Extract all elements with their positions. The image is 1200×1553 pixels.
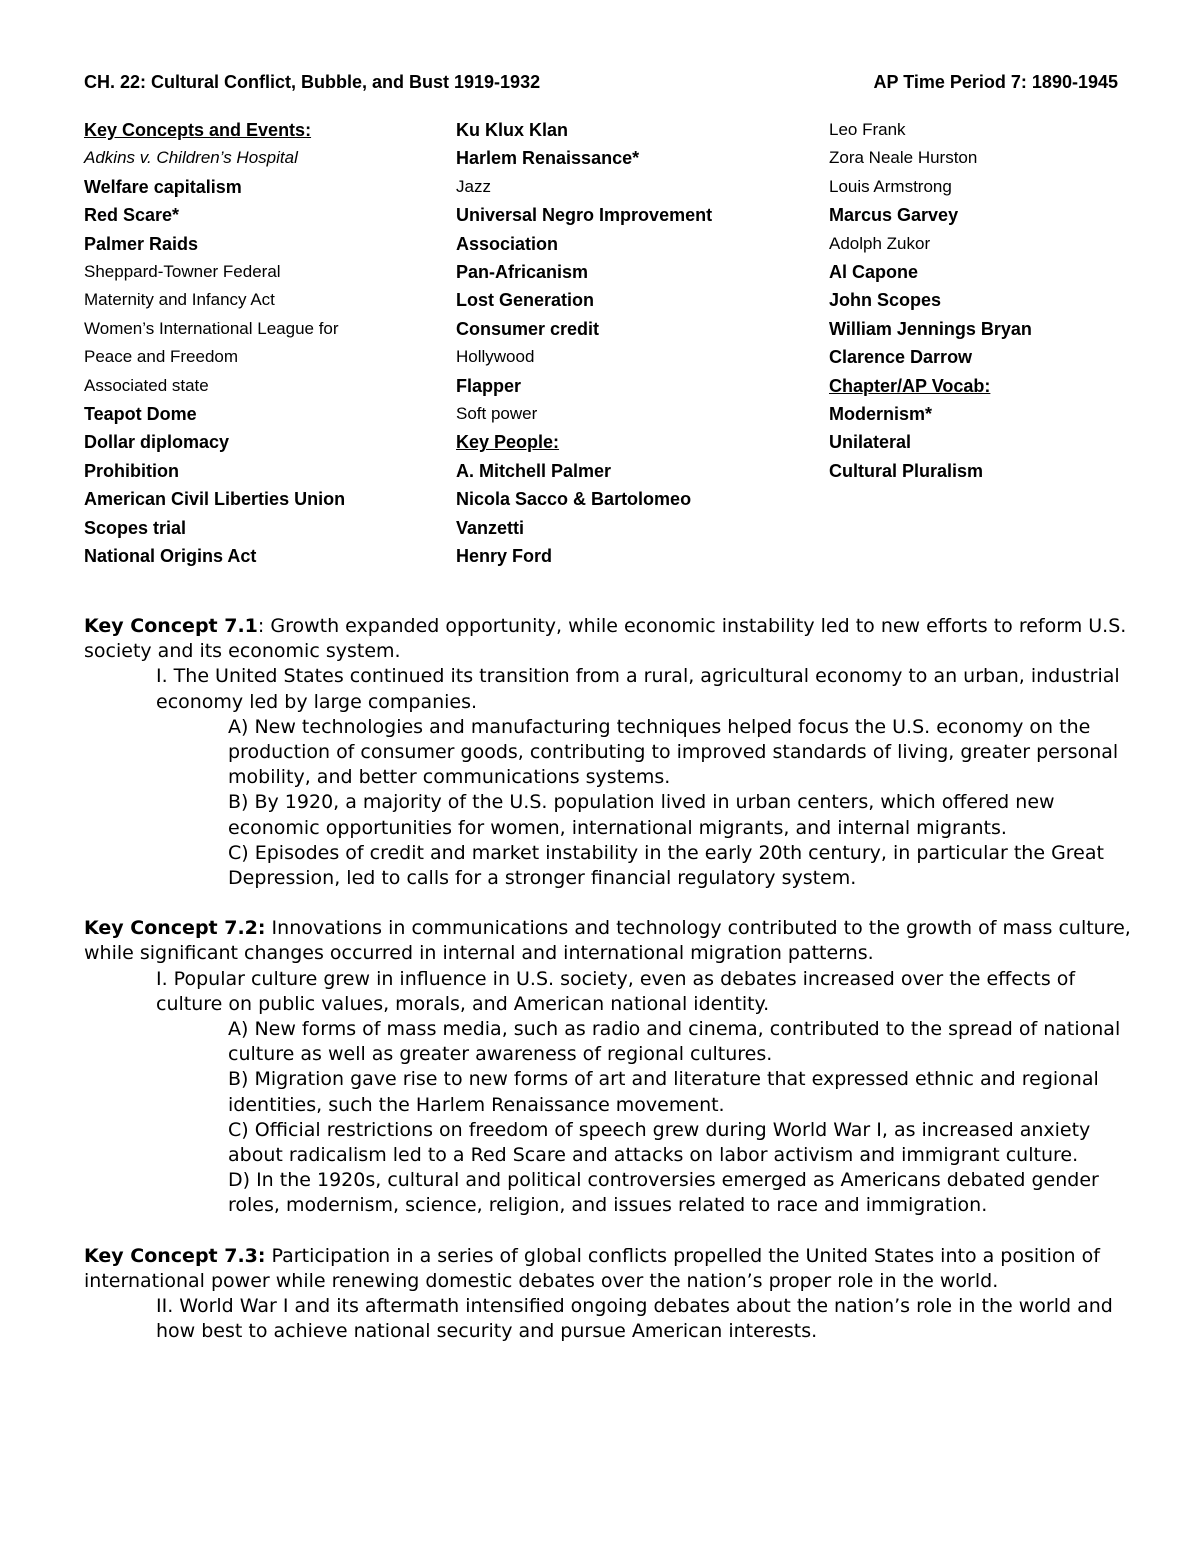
term-item: Welfare capitalism — [84, 176, 242, 197]
term-item: Marcus Garvey — [829, 205, 959, 226]
term-item: Sheppard-Towner Federal — [84, 262, 281, 282]
key-concepts-section — [84, 614, 1134, 1369]
concept-point-A: A) New forms of mass media, such as radio and cinema, contributed to the spread of national culture as well as greater awareness of regional cultures. — [228, 1018, 1121, 1066]
concept-point-II: II. World War I and its aftermath intensified ongoing debates about the nation’s role in the world and how best to achieve national security and pursue American interests. — [156, 1295, 1113, 1343]
term-item: Palmer Raids — [84, 233, 199, 254]
term-item: Louis Armstrong — [829, 176, 952, 196]
concept-point-I: I. Popular culture grew in influence in U.S. society, even as debates increased over the effects of culture on public values, morals, and American national identity. — [156, 967, 1076, 1015]
term-item: Clarence Darrow — [829, 347, 973, 368]
time-period: AP Time Period 7: 1890-1945 — [873, 72, 1118, 92]
terms-column-1 — [84, 116, 444, 571]
term-item: Key People: — [456, 432, 560, 453]
term-item: Dollar diplomacy — [84, 432, 230, 453]
chapter-title: CH. 22: Cultural Conflict, Bubble, and Bust 1919-1932 — [84, 72, 541, 92]
concept-point-D: D) In the 1920s, cultural and political controversies emerged as Americans debated gender roles, modernism, science, religion, and issues related to race and immigration. — [228, 1169, 1099, 1217]
term-item: A. Mitchell Palmer — [456, 460, 612, 481]
concept-label: Key Concept 7.3: — [84, 1244, 266, 1267]
concept-point-A: A) New technologies and manufacturing techniques helped focus the U.S. economy on the production of consumer goods, contributing to improved standards of living, greater personal mobility, and better communications systems. — [228, 715, 1119, 789]
term-item: Key Concepts and Events: — [84, 120, 312, 140]
term-item: National Origins Act — [84, 546, 257, 567]
term-item: Peace and Freedom — [84, 347, 239, 367]
term-item: American Civil Liberties Union — [84, 489, 346, 510]
term-item: Women’s International League for — [84, 318, 339, 338]
concept-text: Innovations in communications and technology contributed to the growth of mass culture, while significant changes occurred in internal and international migration patterns. — [84, 917, 1131, 965]
term-item: Adolph Zukor — [829, 233, 931, 253]
term-item: Universal Negro Improvement — [456, 205, 713, 226]
concept-text: : Growth expanded opportunity, while economic instability led to new efforts to reform U.S. society and its economic system. — [84, 615, 1127, 663]
key-concept-7-3 — [84, 1244, 1134, 1345]
terms-column-2 — [456, 116, 816, 571]
term-item: Consumer credit — [456, 318, 600, 339]
key-concept-7-2 — [84, 916, 1134, 1218]
concept-point-C: C) Episodes of credit and market instability in the early 20th century, in particular the Great Depression, led to calls for a stronger financial regulatory system. — [228, 841, 1104, 890]
concept-point-B: B) Migration gave rise to new forms of art and literature that expressed ethnic and regional identities, such the Harlem Renaissance movement. — [228, 1068, 1099, 1116]
terms-column-3 — [829, 116, 1159, 485]
term-item: Prohibition — [84, 460, 179, 481]
term-item: Flapper — [456, 375, 522, 396]
term-item: Zora Neale Hurston — [829, 148, 978, 168]
term-item: Maternity and Infancy Act — [84, 290, 275, 310]
term-item: John Scopes — [829, 290, 942, 311]
term-item: Association — [456, 233, 559, 254]
term-item: Ku Klux Klan — [456, 120, 569, 140]
term-item: Lost Generation — [456, 290, 595, 311]
term-item: Chapter/AP Vocab: — [829, 375, 991, 396]
term-item: Red Scare* — [84, 205, 180, 226]
concept-point-I: I. The United States continued its transition from a rural, agricultural economy to an urban, industrial economy led by large companies. — [156, 665, 1120, 713]
term-item: Modernism* — [829, 404, 933, 425]
term-item: William Jennings Bryan — [829, 318, 1032, 339]
term-item: Vanzetti — [456, 517, 525, 538]
term-item: Al Capone — [829, 262, 919, 283]
page-header — [84, 72, 1118, 100]
term-item: Cultural Pluralism — [829, 460, 984, 481]
concept-text: Participation in a series of global conflicts propelled the United States into a position of international power while renewing domestic debates over the nation’s proper role in the world. — [84, 1244, 1100, 1292]
concept-point-C: C) Official restrictions on freedom of speech grew during World War I, as increased anxiety about radicalism led to a Red Scare and attacks on labor activism and immigrant culture. — [228, 1118, 1091, 1167]
term-item: Jazz — [456, 176, 491, 196]
term-item: Teapot Dome — [84, 404, 197, 425]
term-item: Leo Frank — [829, 120, 906, 139]
term-item: Soft power — [456, 404, 538, 424]
term-item: Associated state — [84, 375, 209, 395]
term-item: Henry Ford — [456, 546, 553, 567]
concept-point-B: B) By 1920, a majority of the U.S. population lived in urban centers, which offered new economic opportunities for women, international migrants, and internal migrants. — [228, 791, 1055, 839]
term-item: Harlem Renaissance* — [456, 148, 640, 169]
term-item: Nicola Sacco & Bartolomeo — [456, 489, 692, 510]
term-item: Pan-Africanism — [456, 262, 589, 283]
term-item: Scopes trial — [84, 517, 187, 538]
key-concept-7-1 — [84, 614, 1134, 891]
term-item: Hollywood — [456, 347, 535, 367]
term-item: Adkins v. Children’s Hospital — [84, 148, 298, 168]
concept-label: Key Concept 7.1 — [84, 615, 258, 637]
term-item: Unilateral — [829, 432, 912, 453]
concept-label: Key Concept 7.2: — [84, 917, 266, 940]
